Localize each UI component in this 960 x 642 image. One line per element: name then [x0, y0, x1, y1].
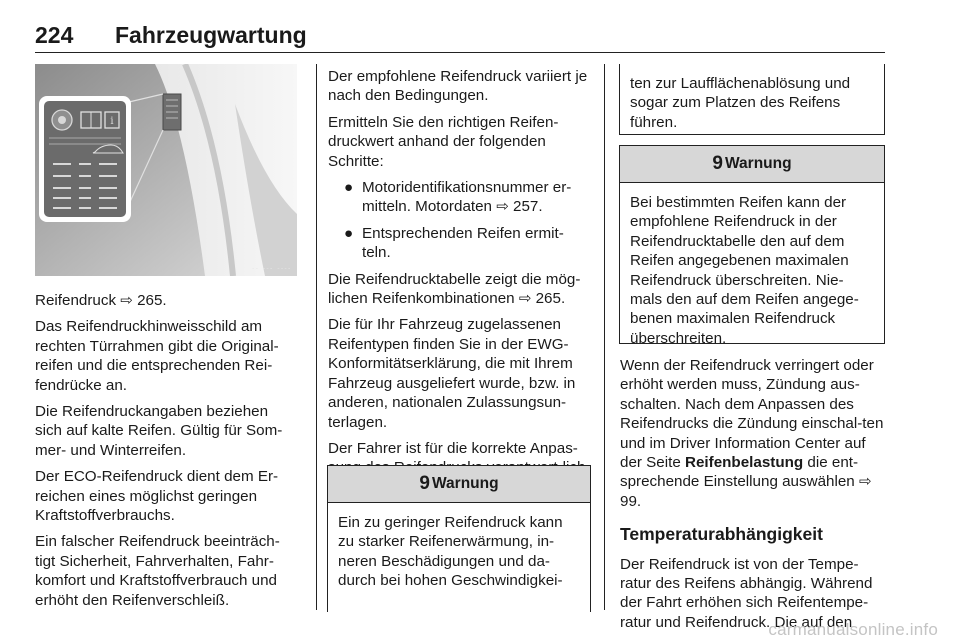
figure-code: -- --- ----: [251, 265, 291, 272]
section-heading: Temperaturabhängigkeit: [620, 524, 823, 545]
paragraph: Der Reifendruck ist von der Tempe-ratur des Reifens abhängig. Während der Fahrt erhöhen sich Reifentempe-ratur und Reifendruck. Die auf den: [620, 555, 873, 631]
tire-pressure-label-figure: [35, 64, 297, 276]
cross-reference-arrow-icon[interactable]: ⇨: [858, 473, 872, 491]
paragraph: Der empfohlene Reifendruck variiert je nach den Bedingungen.: [328, 68, 588, 105]
paragraph: Die für Ihr Fahrzeug zugelassenen Reifentypen finden Sie in der EWG-Konformitätserklärung, die mit Ihrem Fahrzeug ausgeliefert wurde, bzw. in anderen, nationalen Zulassungsun-terlagen.: [328, 316, 576, 431]
paragraph: Der Fahrer ist für die korrekte Anpas-: [328, 439, 578, 457]
bullet-icon: ●: [344, 224, 354, 242]
cross-reference-arrow-icon[interactable]: ⇨: [120, 292, 133, 309]
warning-text: ten zur Laufflächenablösung und sogar zum Platzen des Reifens führen.: [630, 75, 851, 131]
warning-title: Warnung: [431, 475, 499, 492]
paragraph: Der ECO-Reifendruck dient dem Er-reichen eines möglichst geringen Kraftstoffverbrauchs.: [35, 468, 279, 525]
warning-box: [619, 145, 885, 347]
header-rule: [35, 52, 885, 53]
warning-text: Ein zu geringer Reifendruck kann zu starker Reifenerwärmung, in-neren Beschädigungen und da-durch bei hohen Geschwindigkei-: [338, 514, 563, 590]
paragraph: Ermitteln Sie den richtigen Reifen-druckwert anhand der folgenden Schritte:: [328, 113, 559, 170]
paragraph: Das Reifendruckhinweisschild am rechten Türrahmen gibt die Original-reifen und die entsprechenden Rei-fendrücke an.: [35, 318, 279, 394]
paragraph: Ein falscher Reifendruck beeinträch-tigt Sicherheit, Fahrverhalten, Fahr-komfort und Kraftstoffverbrauch und erhöht den Reifenverschleiß.: [35, 533, 280, 609]
chapter-title: Fahrzeugwartung: [115, 22, 307, 48]
svg-text:i: i: [110, 116, 114, 127]
warning-icon: 9: [712, 153, 723, 174]
warning-title: Warnung: [724, 155, 792, 172]
paragraph: Wenn der Reifendruck verringert oder erhöht werden muss, Zündung aus-schalten. Nach dem Anpassen des Reifendrucks die Zündung einschal-ten und im Driver Information Center auf der Seite Reifenbelastung die ent-sprechende Einstellung auswählen ⇨ 99.: [620, 357, 884, 510]
list-item: ● Motoridentifikationsnummer er-mitteln. Motordaten ⇨ 257.: [344, 179, 572, 216]
warning-box: [327, 465, 591, 612]
paragraph: Reifendruck ⇨ 265.: [35, 292, 167, 309]
warning-box-continued: [619, 64, 885, 135]
watermark: carmanualsonline.info: [768, 620, 938, 639]
warning-icon: 9: [419, 473, 430, 494]
page-number: 224: [35, 22, 74, 48]
column-2: [328, 67, 590, 485]
column-divider-1: [316, 64, 317, 610]
list-item: ● Entsprechenden Reifen ermit-teln.: [344, 224, 564, 262]
cross-reference-arrow-icon[interactable]: ⇨: [496, 198, 509, 216]
page-header: [35, 22, 885, 52]
warning-text: Bei bestimmten Reifen kann der empfohlene Reifendruck in der Reifendrucktabelle den auf dem Reifen angegebenen maximalen Reifendruck überschreiten. Nie-mals den auf dem Reifen angege-benen maximalen Reifendruck überschreiten.: [630, 194, 859, 347]
bullet-icon: ●: [344, 179, 354, 197]
column-divider-2: [604, 64, 605, 610]
paragraph: Die Reifendruckangaben beziehen sich auf kalte Reifen. Gültig für Som-mer- und Winterreifen.: [35, 403, 283, 459]
ui-label-tire-load: Reifenbelastung: [685, 454, 804, 472]
column-3: [620, 356, 888, 639]
warning-header: [328, 466, 590, 503]
tire-pressure-label-illustration: [35, 64, 297, 276]
paragraph: Die Reifendrucktabelle zeigt die mög-lichen Reifenkombinationen ⇨ 265.: [328, 270, 581, 308]
cross-reference-arrow-icon[interactable]: ⇨: [518, 290, 532, 308]
warning-header: [620, 146, 884, 183]
steps-list: [328, 178, 590, 263]
column-1: [35, 291, 297, 617]
